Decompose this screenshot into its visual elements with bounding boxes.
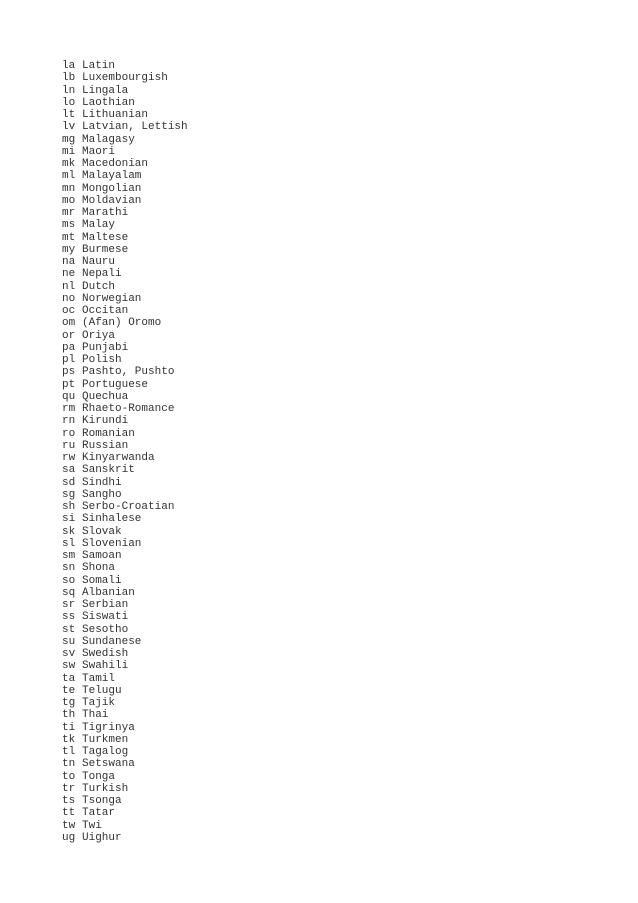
language-name: Albanian (82, 586, 135, 599)
language-code: tl (62, 746, 76, 758)
language-name: Tagalog (82, 746, 129, 758)
language-entry (62, 195, 188, 207)
language-entry (62, 771, 188, 783)
language-entry (62, 746, 188, 758)
language-code: mr (62, 207, 76, 219)
language-name: (Afan) Oromo (82, 317, 162, 330)
language-entry (62, 330, 188, 342)
language-entry (62, 60, 188, 72)
language-entry (62, 562, 188, 574)
language-code: pt (62, 378, 76, 391)
language-entry (62, 232, 188, 244)
language-entry (62, 587, 188, 599)
language-name: Marathi (82, 207, 129, 219)
language-name: Serbian (82, 599, 129, 611)
language-name: Somali (82, 574, 122, 587)
language-code: sv (62, 648, 76, 660)
language-code: no (62, 292, 76, 305)
language-code: nl (62, 280, 76, 293)
language-code: mo (62, 194, 76, 207)
language-code: sw (62, 660, 76, 673)
language-name: Nepali (82, 268, 122, 281)
language-name: Swedish (82, 648, 129, 660)
language-entry (62, 697, 188, 709)
language-code: tn (62, 758, 76, 771)
language-entry (62, 342, 188, 354)
language-code: ms (62, 219, 76, 232)
language-code: oc (62, 305, 76, 317)
language-code: mn (62, 182, 76, 195)
language-entry (62, 489, 188, 501)
language-code: sa (62, 464, 76, 477)
language-entry (62, 526, 188, 538)
language-entry (62, 501, 188, 513)
language-entry (62, 734, 188, 746)
language-code: rw (62, 452, 76, 464)
language-code: tr (62, 782, 76, 795)
language-entry (62, 183, 188, 195)
language-name: Mongolian (82, 182, 142, 195)
language-code: sl (62, 537, 76, 550)
language-entry (62, 685, 188, 697)
language-name: Quechua (82, 390, 129, 403)
language-code: sd (62, 476, 76, 489)
language-code: ts (62, 795, 76, 807)
language-entry (62, 783, 188, 795)
language-code: te (62, 684, 76, 697)
language-entry (62, 428, 188, 440)
language-entry (62, 244, 188, 256)
language-entry (62, 538, 188, 550)
language-code: la (62, 60, 76, 72)
language-name: Uighur (82, 831, 122, 844)
language-name: Malayalam (82, 170, 142, 183)
language-entry (62, 121, 188, 133)
language-code: mk (62, 158, 76, 170)
language-name: Siswati (82, 611, 129, 624)
language-code: su (62, 635, 76, 648)
language-code: st (62, 623, 76, 636)
language-name: Slovak (82, 525, 122, 538)
language-entry (62, 513, 188, 525)
language-code: sm (62, 550, 76, 562)
language-name: Thai (82, 709, 109, 722)
language-code: ps (62, 366, 76, 379)
language-entry (62, 464, 188, 476)
language-entry (62, 281, 188, 293)
language-name: Swahili (82, 660, 129, 673)
language-name: Tajik (82, 697, 116, 709)
language-name: Shona (82, 562, 116, 575)
language-name: Setswana (82, 758, 135, 771)
language-entry (62, 758, 188, 770)
language-code: ug (62, 831, 76, 844)
language-entry (62, 832, 188, 844)
language-code: lb (62, 72, 76, 85)
language-entry (62, 391, 188, 403)
language-name: Norwegian (82, 292, 142, 305)
language-entry (62, 709, 188, 721)
language-name: Sindhi (82, 476, 122, 489)
language-name: Slovenian (82, 537, 142, 550)
language-entry (62, 268, 188, 280)
language-code: na (62, 256, 76, 268)
language-entry (62, 477, 188, 489)
language-name: Telugu (82, 684, 122, 697)
language-name: Lingala (82, 84, 129, 97)
language-name: Sundanese (82, 635, 142, 648)
language-entry (62, 611, 188, 623)
language-entry (62, 660, 188, 672)
language-name: Tatar (82, 807, 116, 820)
language-entry (62, 85, 188, 97)
language-entry (62, 636, 188, 648)
language-code: lo (62, 96, 76, 109)
language-name: Russian (82, 439, 129, 452)
language-code: mi (62, 145, 76, 158)
language-name: Rhaeto-Romance (82, 403, 175, 415)
language-entry (62, 575, 188, 587)
language-entry (62, 366, 188, 378)
language-code: qu (62, 390, 76, 403)
language-entry (62, 109, 188, 121)
language-name: Luxembourgish (82, 72, 168, 85)
language-name: Dutch (82, 280, 116, 293)
language-entry (62, 415, 188, 427)
language-entry (62, 440, 188, 452)
language-code: mg (62, 133, 76, 146)
language-code: tw (62, 819, 76, 832)
language-code: sr (62, 599, 76, 611)
language-code: pl (62, 354, 76, 366)
language-name: Tamil (82, 672, 116, 685)
language-name: Laothian (82, 96, 135, 109)
language-entry (62, 403, 188, 415)
language-name: Kirundi (82, 415, 129, 428)
language-name: Sanskrit (82, 464, 135, 477)
language-name: Latin (82, 60, 116, 72)
language-name: Turkish (82, 782, 129, 795)
language-entry (62, 219, 188, 231)
language-entry (62, 97, 188, 109)
language-entry (62, 599, 188, 611)
language-code: sg (62, 488, 76, 501)
language-code: mt (62, 231, 76, 244)
language-code: si (62, 513, 76, 526)
language-entry (62, 452, 188, 464)
language-code: pa (62, 341, 76, 354)
language-entry (62, 354, 188, 366)
language-name: Pashto, Pushto (82, 366, 175, 379)
language-name: Lithuanian (82, 109, 149, 121)
language-name: Malagasy (82, 133, 135, 146)
language-code: ml (62, 170, 76, 183)
language-entry (62, 673, 188, 685)
language-code: ss (62, 611, 76, 624)
language-code: ti (62, 721, 76, 734)
language-name: Moldavian (82, 194, 142, 207)
language-code: lt (62, 109, 76, 121)
language-name: Malay (82, 219, 116, 232)
language-entry (62, 648, 188, 660)
language-code: ta (62, 672, 76, 685)
language-entry (62, 807, 188, 819)
language-entry (62, 170, 188, 182)
language-name: Kinyarwanda (82, 452, 155, 464)
language-name: Occitan (82, 305, 129, 317)
language-code: rm (62, 403, 76, 415)
language-name: Sinhalese (82, 513, 142, 526)
language-entry (62, 795, 188, 807)
language-code: sn (62, 562, 76, 575)
language-name: Oriya (82, 329, 116, 342)
language-entry (62, 550, 188, 562)
language-entry (62, 820, 188, 832)
language-code: ro (62, 427, 76, 440)
language-code: ln (62, 84, 76, 97)
language-entry (62, 305, 188, 317)
language-name: Turkmen (82, 733, 129, 746)
language-code: ne (62, 268, 76, 281)
language-code: th (62, 709, 76, 722)
language-entry (62, 207, 188, 219)
language-code: tt (62, 807, 76, 820)
language-name: Tsonga (82, 795, 122, 807)
language-entry (62, 256, 188, 268)
language-code: sq (62, 586, 76, 599)
language-code-list (62, 60, 188, 844)
language-code: lv (62, 121, 76, 134)
language-code: ru (62, 439, 76, 452)
language-code: so (62, 574, 76, 587)
language-name: Portuguese (82, 378, 149, 391)
language-name: Macedonian (82, 158, 149, 170)
language-entry (62, 72, 188, 84)
language-name: Tonga (82, 770, 116, 783)
language-name: Romanian (82, 427, 135, 440)
language-entry (62, 317, 188, 329)
language-name: Punjabi (82, 341, 129, 354)
language-code: sh (62, 501, 76, 513)
language-name: Twi (82, 819, 102, 832)
language-name: Sesotho (82, 623, 129, 636)
language-entry (62, 134, 188, 146)
language-code: om (62, 317, 76, 330)
language-code: my (62, 243, 76, 256)
language-name: Nauru (82, 256, 116, 268)
language-name: Sangho (82, 488, 122, 501)
language-entry (62, 624, 188, 636)
language-name: Serbo-Croatian (82, 501, 175, 513)
language-name: Polish (82, 354, 122, 366)
language-name: Samoan (82, 550, 122, 562)
language-entry (62, 158, 188, 170)
language-name: Burmese (82, 243, 129, 256)
language-code: sk (62, 525, 76, 538)
language-code: tk (62, 733, 76, 746)
language-code: tg (62, 697, 76, 709)
language-code: rn (62, 415, 76, 428)
language-entry (62, 722, 188, 734)
language-name: Tigrinya (82, 721, 135, 734)
language-code: to (62, 770, 76, 783)
language-name: Latvian, Lettish (82, 121, 188, 134)
language-entry (62, 146, 188, 158)
language-code: or (62, 329, 76, 342)
language-name: Maori (82, 145, 116, 158)
language-name: Maltese (82, 231, 129, 244)
language-entry (62, 293, 188, 305)
language-entry (62, 379, 188, 391)
